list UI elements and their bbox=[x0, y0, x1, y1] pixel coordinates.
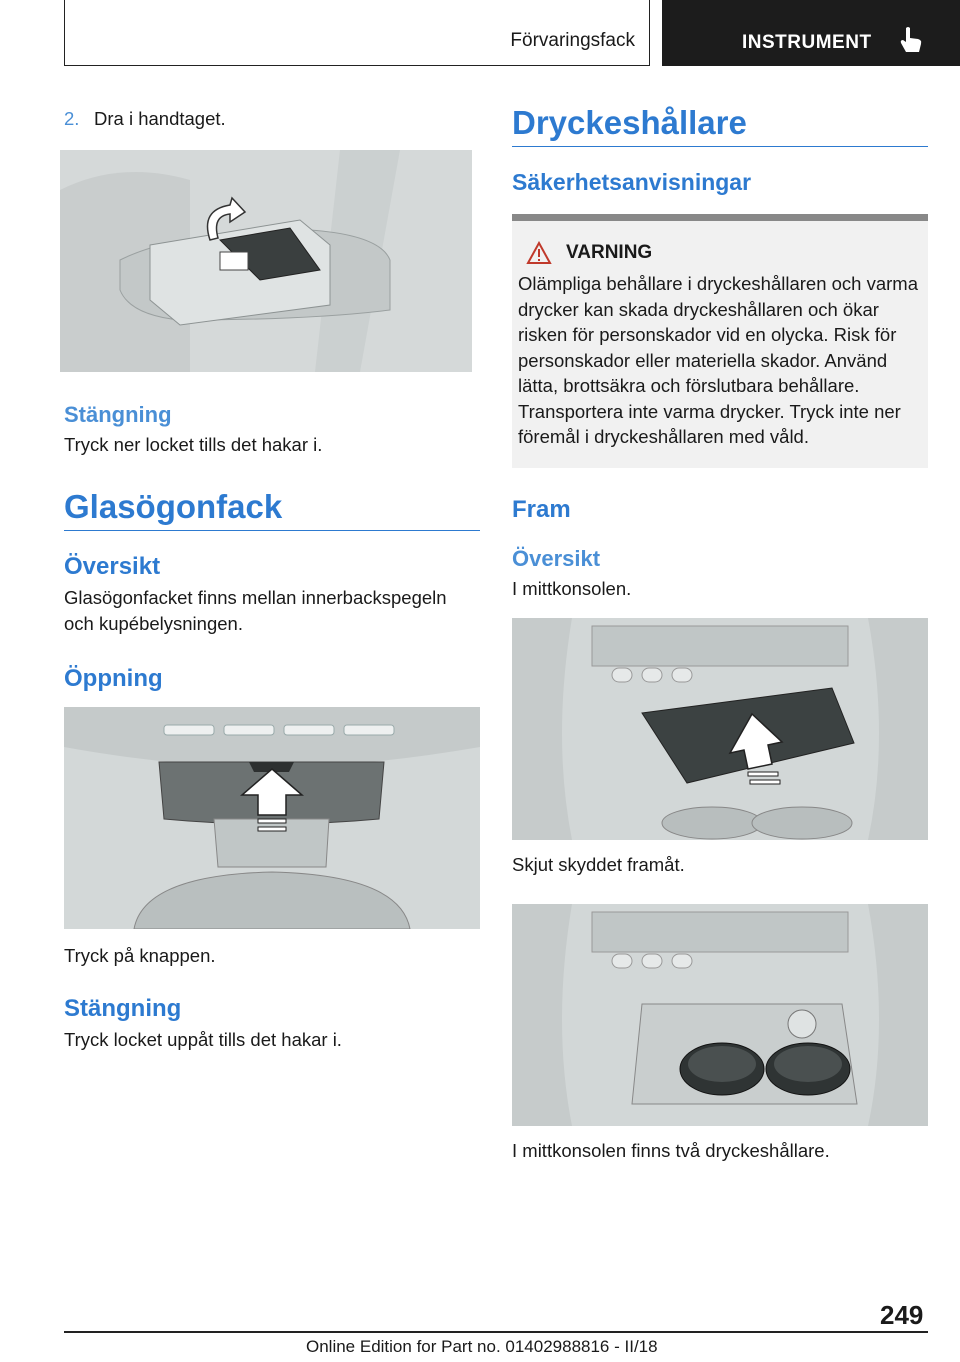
right-column bbox=[512, 96, 928, 1164]
hand-pointer-icon bbox=[898, 26, 924, 54]
glasses-overview-heading: Översikt bbox=[64, 553, 161, 580]
cupholder-figure bbox=[512, 904, 928, 1126]
glasses-title: Glasögonfack bbox=[64, 488, 480, 531]
console-cover-illustration bbox=[512, 618, 928, 840]
warning-box bbox=[512, 214, 928, 468]
cupholder-caption: I mittkonsolen finns två dryckeshållare. bbox=[512, 1139, 830, 1161]
step-text: Dra i handtaget. bbox=[94, 108, 226, 129]
glasses-closing-text: Tryck locket uppåt tills det hakar i. bbox=[64, 1029, 342, 1050]
step-item bbox=[64, 106, 480, 132]
section-title: Förvaringsfack bbox=[510, 30, 635, 51]
front-overview-text: I mittkonsolen. bbox=[512, 577, 632, 599]
header-section-box bbox=[64, 0, 650, 66]
step-number: 2. bbox=[64, 108, 80, 129]
closing-text: Tryck ner locket tills det hakar i. bbox=[64, 434, 323, 455]
front-heading: Fram bbox=[512, 495, 571, 523]
footer-divider bbox=[64, 1331, 928, 1333]
glasses-closing-heading: Stängning bbox=[64, 995, 182, 1022]
glasses-compartment-illustration bbox=[64, 707, 480, 929]
header-chapter-box bbox=[662, 0, 960, 66]
page-header bbox=[0, 0, 960, 66]
armrest-figure bbox=[60, 150, 472, 372]
warning-triangle-icon bbox=[526, 241, 552, 265]
console-cover-caption: Skjut skyddet framåt. bbox=[512, 853, 685, 875]
glasses-overview-text: Glasögonfacket finns mellan innerbackspegeln och kupébelysningen. bbox=[64, 587, 447, 634]
closing-heading: Stängning bbox=[64, 402, 172, 427]
warning-label: VARNING bbox=[566, 242, 653, 263]
armrest-illustration bbox=[60, 150, 472, 372]
warning-title bbox=[518, 241, 920, 265]
glasses-opening-heading: Öppning bbox=[64, 665, 163, 692]
closing-section-1 bbox=[64, 402, 480, 458]
footer-edition: Online Edition for Part no. 01402988816 - II/18 bbox=[306, 1337, 658, 1356]
safety-heading: Säkerhetsanvisningar bbox=[512, 169, 752, 195]
warning-text: Olämpliga behållare i dryckeshållaren och varma drycker kan skada dryckeshållaren och ökar risken för personskador vid en olycka. Risk för personskador eller materiella skador. Använd lätta, brottsäkra och förslutbara behållare. Transportera inte varma drycker. Tryck inte ner föremål i dryckeshållaren med våld. bbox=[518, 273, 918, 447]
page-number: 249 bbox=[880, 1300, 924, 1330]
chapter-title: INSTRUMENT bbox=[742, 32, 872, 53]
console-cover-figure bbox=[512, 618, 928, 840]
glasses-compartment-figure bbox=[64, 707, 480, 929]
glasses-section bbox=[64, 488, 480, 1053]
glasses-opening-caption: Tryck på knappen. bbox=[64, 945, 216, 966]
cupholder-title: Dryckeshållare bbox=[512, 104, 928, 147]
cupholder-illustration bbox=[512, 904, 928, 1126]
left-column bbox=[64, 96, 480, 1053]
front-overview-heading: Översikt bbox=[512, 545, 601, 571]
